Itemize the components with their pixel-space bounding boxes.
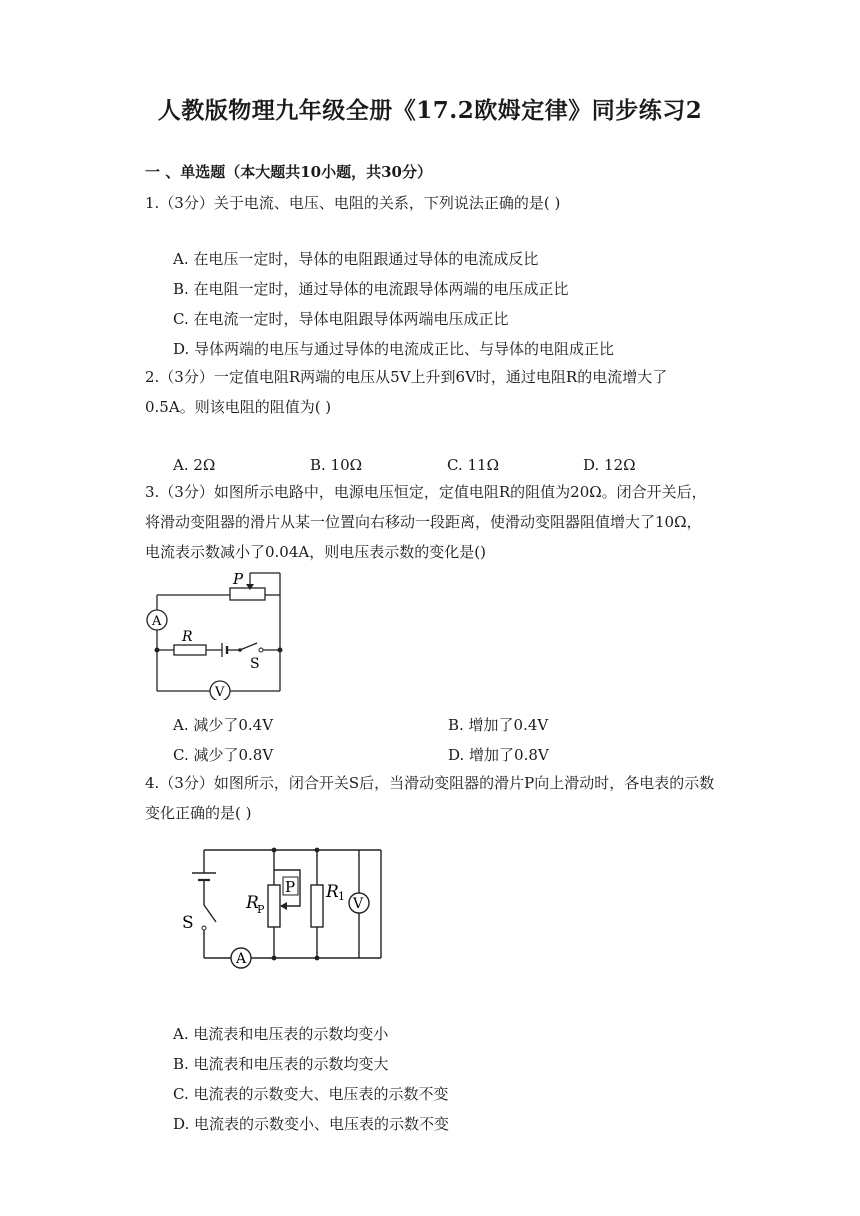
question-4-option-b: B. 电流表和电压表的示数均变大 bbox=[173, 1055, 389, 1073]
switch-label: S bbox=[250, 656, 260, 672]
question-3-option-a: A. 减少了0.4V bbox=[173, 716, 274, 734]
question-1-option-c: C. 在电流一定时，导体电阻跟导体两端电压成正比 bbox=[173, 310, 509, 328]
question-4-stem-line-1: 4.（3分）如图所示，闭合开关S后，当滑动变阻器的滑片P向上滑动时，各电表的示数 bbox=[145, 774, 715, 792]
resistor-body bbox=[174, 645, 206, 655]
slider-label: P bbox=[285, 878, 296, 896]
question-4-option-a: A. 电流表和电压表的示数均变小 bbox=[173, 1025, 389, 1043]
question-2-stem-line-2: 0.5A。则该电阻的阻值为( ) bbox=[145, 398, 332, 416]
ammeter-label: A bbox=[236, 951, 247, 967]
section-heading: 一 、单选题（本大题共10小题，共30分） bbox=[145, 163, 432, 181]
rheostat-body bbox=[230, 588, 265, 600]
rheostat-label-subscript: P bbox=[257, 903, 265, 916]
question-1-option-b: B. 在电阻一定时，通过导体的电流跟导体两端的电压成正比 bbox=[173, 280, 569, 298]
question-2-stem-line-1: 2.（3分）一定值电阻R两端的电压从5V上升到6V时，通过电阻R的电流增大了 bbox=[145, 368, 668, 386]
question-4-option-d: D. 电流表的示数变小、电压表的示数不变 bbox=[173, 1115, 450, 1133]
page-title: 人教版物理九年级全册《17.2欧姆定律》同步练习2 bbox=[157, 97, 703, 124]
question-1-option-d: D. 导体两端的电压与通过导体的电流成正比、与导体的电阻成正比 bbox=[173, 340, 615, 358]
voltmeter-label: V bbox=[215, 685, 225, 700]
voltmeter-label: V bbox=[353, 896, 364, 912]
rheostat-body bbox=[268, 885, 280, 927]
question-3-circuit-diagram bbox=[140, 565, 290, 700]
question-3-stem-line-3: 电流表示数减小了0.04A，则电压表示数的变化是() bbox=[145, 543, 486, 561]
switch-label: S bbox=[182, 913, 194, 933]
question-3-option-b: B. 增加了0.4V bbox=[448, 716, 549, 734]
resistor-label-subscript: 1 bbox=[338, 890, 345, 903]
question-2-option-a: A. 2Ω bbox=[173, 456, 216, 474]
question-1-option-a: A. 在电压一定时，导体的电阻跟通过导体的电流成反比 bbox=[173, 250, 539, 268]
question-4-circuit-diagram bbox=[176, 840, 391, 975]
resistor-label: R bbox=[182, 629, 193, 645]
ammeter-label: A bbox=[152, 614, 162, 629]
question-3-option-d: D. 增加了0.8V bbox=[448, 746, 549, 764]
question-2-option-d: D. 12Ω bbox=[583, 456, 636, 474]
question-3-stem-line-1: 3.（3分）如图所示电路中，电源电压恒定，定值电阻R的阻值为20Ω。闭合开关后， bbox=[145, 483, 707, 501]
question-1-stem: 1.（3分）关于电流、电压、电阻的关系，下列说法正确的是( ) bbox=[145, 194, 561, 212]
question-2-option-b: B. 10Ω bbox=[310, 456, 363, 474]
resistor-body bbox=[311, 885, 323, 927]
question-3-stem-line-2: 将滑动变阻器的滑片从某一位置向右移动一段距离，使滑动变阻器阻值增大了10Ω， bbox=[145, 513, 702, 531]
question-3-option-c: C. 减少了0.8V bbox=[173, 746, 274, 764]
slider-label: P bbox=[233, 570, 244, 588]
question-4-stem-line-2: 变化正确的是( ) bbox=[145, 804, 252, 822]
rheostat-label: R bbox=[246, 893, 259, 913]
resistor-label: R bbox=[326, 882, 339, 902]
question-2-option-c: C. 11Ω bbox=[447, 456, 500, 474]
question-4-option-c: C. 电流表的示数变大、电压表的示数不变 bbox=[173, 1085, 449, 1103]
